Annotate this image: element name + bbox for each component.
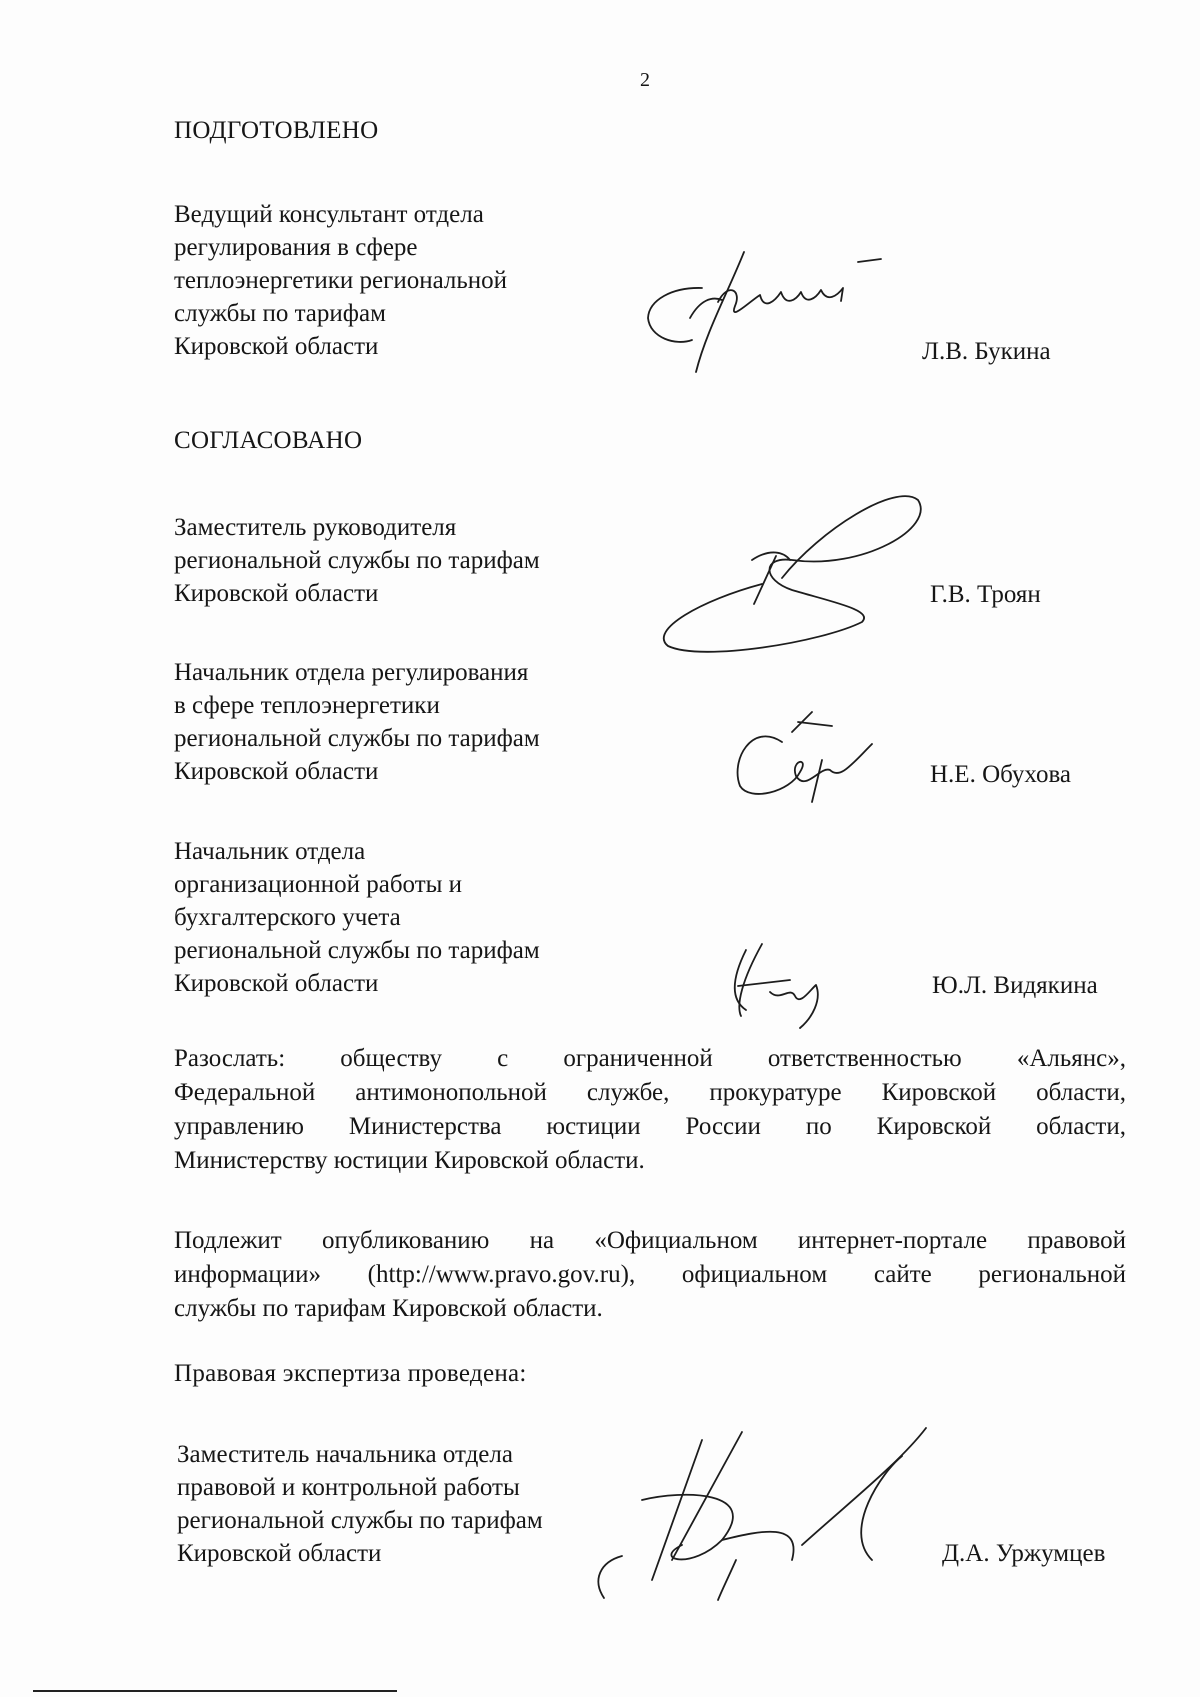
position-line: правовой и контрольной работы: [177, 1474, 520, 1501]
paragraph-line: Министерству юстиции Кировской области.: [174, 1147, 645, 1174]
paragraph-line: Федеральной антимонопольной службе, прокуратуре Кировской области,: [174, 1079, 1126, 1106]
position-line: Кировской области: [174, 758, 379, 785]
position-line: службы по тарифам: [174, 300, 386, 327]
legal-review-position: [177, 1438, 543, 1570]
legal-review-signatory-name: Д.А. Уржумцев: [942, 1540, 1106, 1567]
prepared-position: [174, 198, 507, 363]
page-number: 2: [640, 69, 650, 91]
signature-bukina: [648, 252, 881, 372]
position-line: Кировской области: [174, 333, 379, 360]
paragraph-line: Разослать: обществу с ограниченной ответственностью «Альянс»,: [174, 1045, 1126, 1072]
paragraph-line: управлению Министерства юстиции России по Кировской области,: [174, 1113, 1126, 1140]
position-line: теплоэнергетики региональной: [174, 267, 508, 294]
position-line: региональной службы по тарифам: [174, 547, 540, 574]
paragraph-line: Подлежит опубликованию на «Официальном интернет-портале правовой: [174, 1227, 1126, 1254]
publication-paragraph: [174, 1224, 1126, 1326]
signature-vidyakina: [735, 944, 818, 1028]
footnote-divider: [33, 1690, 397, 1692]
agreed-position-3: [174, 835, 540, 1000]
signature-troyan: [664, 496, 921, 652]
agreed-position-1: [174, 511, 540, 610]
position-line: Кировской области: [174, 970, 379, 997]
position-line: Заместитель начальника отдела: [177, 1441, 513, 1468]
position-line: бухгалтерского учета: [174, 904, 401, 931]
position-line: региональной службы по тарифам: [174, 937, 540, 964]
position-line: Начальник отдела регулирования: [174, 659, 529, 686]
agreed-signatory-name-2: Н.Е. Обухова: [930, 761, 1072, 788]
paragraph-line: службы по тарифам Кировской области.: [174, 1295, 603, 1322]
position-line: в сфере теплоэнергетики: [174, 692, 440, 719]
position-line: региональной службы по тарифам: [177, 1507, 543, 1534]
position-line: Кировской области: [174, 580, 379, 607]
agreed-heading: СОГЛАСОВАНО: [174, 427, 363, 454]
legal-review-heading: Правовая экспертиза проведена:: [174, 1360, 527, 1387]
position-line: Начальник отдела: [174, 838, 366, 865]
agreed-position-2: [174, 656, 540, 788]
position-line: региональной службы по тарифам: [174, 725, 540, 752]
agreed-signatory-name-3: Ю.Л. Видякина: [932, 972, 1098, 999]
prepared-signatory-name: Л.В. Букина: [922, 338, 1051, 365]
position-line: Ведущий консультант отдела: [174, 201, 484, 228]
position-line: Заместитель руководителя: [174, 514, 457, 541]
signature-urzhumtsev: [598, 1428, 926, 1600]
signature-obukhova: [738, 712, 872, 802]
agreed-signatory-name-1: Г.В. Троян: [930, 581, 1041, 608]
position-line: организационной работы и: [174, 871, 463, 898]
prepared-heading: ПОДГОТОВЛЕНО: [174, 117, 379, 144]
position-line: регулирования в сфере: [174, 234, 418, 261]
distribution-paragraph: [174, 1042, 1126, 1178]
paragraph-line: информации» (http://www.pravo.gov.ru), официальном сайте региональной: [174, 1261, 1126, 1288]
position-line: Кировской области: [177, 1540, 382, 1567]
